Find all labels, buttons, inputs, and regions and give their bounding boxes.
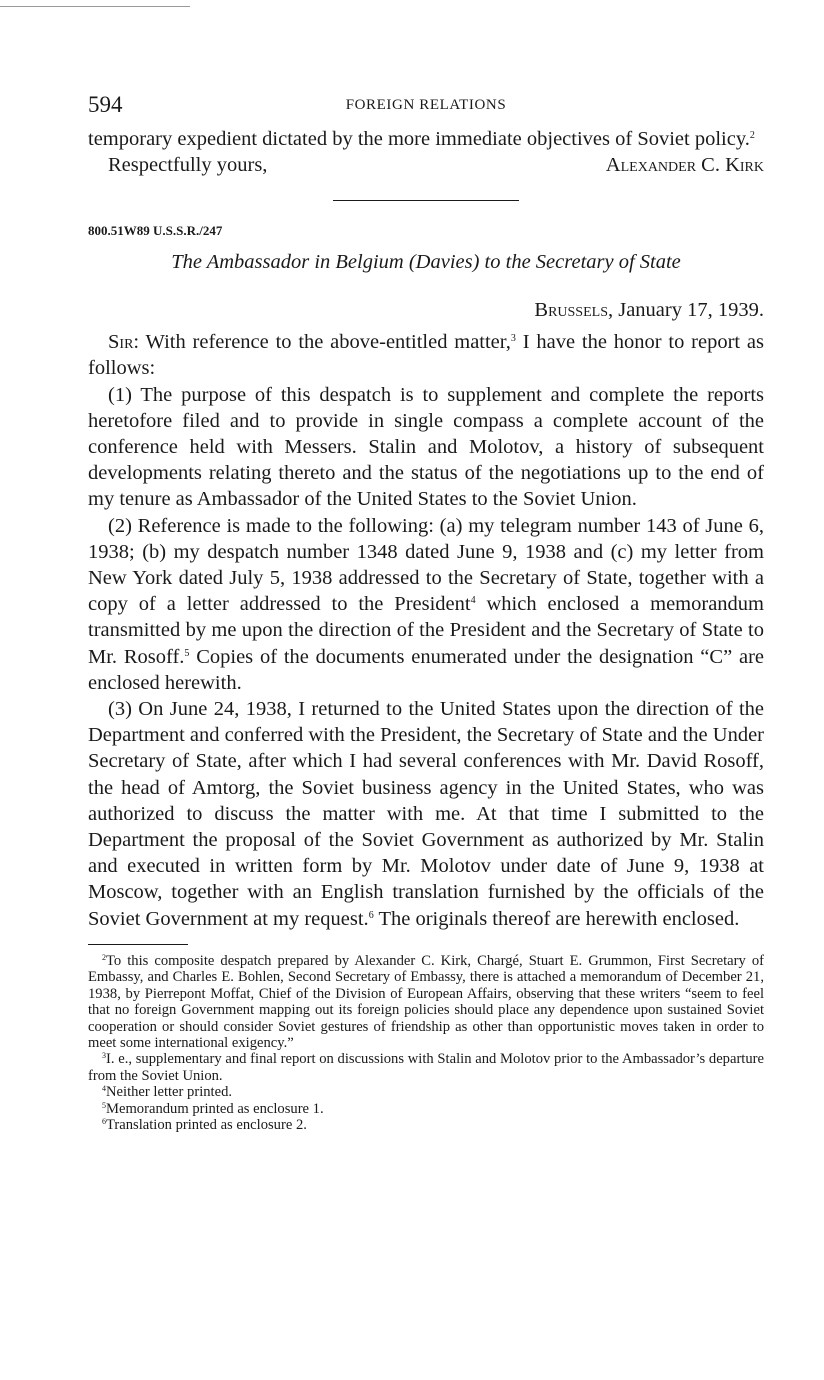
- footnote-mark: 4: [102, 1084, 106, 1094]
- salutation-label: Sir: [108, 331, 134, 354]
- footnote: [88, 1084, 764, 1100]
- footnote: [88, 1101, 764, 1117]
- paragraph-1: (1) The purpose of this despatch is to supplement and complete the reports heretofore filed and to provide in single compass a complete account of the conference held with Messers. Stalin and Molotov, a history of subsequent developments relating thereto and the status of the negotiations up to the end of my tenure as Ambassador of the United States to the Soviet Union.: [88, 383, 764, 511]
- footnote: [88, 1117, 764, 1133]
- file-number: 800.51W89 U.S.S.R./247: [88, 223, 223, 239]
- salutation-text: : With reference to the above-entitled matter,: [133, 331, 511, 354]
- footnote-text: Neither letter printed.: [106, 1084, 233, 1101]
- page-number: 594: [88, 92, 123, 117]
- paragraph-3-text: The originals thereof are herewith enclosed.: [373, 907, 740, 930]
- footnote-ref[interactable]: 2: [749, 130, 755, 141]
- footnote-mark: 3: [102, 1051, 106, 1061]
- scan-top-rule: [0, 6, 190, 7]
- dateline-date: , January 17, 1939.: [607, 299, 764, 322]
- salutation-text-cont: I have the honor to report as follows:: [88, 331, 764, 380]
- paragraph-2-text: which enclosed a memorandum transmitted by me upon the direction of the President and the Secretary of State to Mr. Rosoff.: [88, 593, 764, 668]
- footnote-text: To this composite despatch prepared by Alexander C. Kirk, Chargé, Stuart E. Grummon, First Secretary of Embassy, and Charles E. Bohlen, Second Secretary of Embassy, there is attached a memorandum of December 21, 1938, by Pierrepont Moffat, Chief of the Division of European Affairs, observing that these writers “seem to feel that no foreign Government mapping out its foreign policies should place any dependence upon sustained Soviet cooperation or should consider Soviet gestures of friendship as other than opportunistic moves taken in order to meet some international exigency.”: [88, 952, 764, 1051]
- footnote-ref[interactable]: 6: [368, 909, 374, 921]
- paragraph-2: [88, 513, 764, 696]
- closing: [88, 152, 764, 178]
- footnotes: [88, 953, 764, 1133]
- paragraph-2-text: (2) Reference is made to the following: (a) my telegram number 143 of June 6, 1938; (b) my despatch number 1348 dated June 9, 1938 and (c) my letter from New York dated July 5, 1938 addressed to the Secretary of State, together with a copy of a letter addressed to the President: [88, 514, 764, 616]
- footnote-mark: 2: [102, 952, 106, 962]
- page-header: [88, 92, 764, 126]
- document-title: The Ambassador in Belgium (Davies) to the Secretary of State: [171, 251, 681, 274]
- section-separator: [333, 200, 519, 201]
- dateline-place: Brussels: [534, 299, 608, 322]
- document-page: [88, 92, 764, 1133]
- complimentary-close: Respectfully yours,: [108, 154, 268, 177]
- footnote-mark: 5: [102, 1100, 106, 1110]
- footnote-text: I. e., supplementary and final report on discussions with Stalin and Molotov prior to the Ambassador’s departure from the Soviet Union.: [88, 1051, 764, 1084]
- footnote-mark: 6: [102, 1116, 106, 1126]
- dateline: [88, 297, 764, 323]
- footnote: [88, 1051, 764, 1084]
- footnote-rule: [88, 944, 188, 945]
- footnote: [88, 953, 764, 1051]
- signature: Alexander C. Kirk: [605, 154, 764, 177]
- running-title: FOREIGN RELATIONS: [345, 97, 507, 113]
- footnote-text: Translation printed as enclosure 2.: [106, 1116, 307, 1133]
- footnote-ref[interactable]: 5: [184, 647, 190, 659]
- footnote-ref[interactable]: 4: [470, 595, 476, 607]
- paragraph-3: [88, 696, 764, 932]
- footnote-text: Memorandum printed as enclosure 1.: [106, 1100, 324, 1117]
- continuation-text: temporary expedient dictated by the more immediate objectives of Soviet policy.: [88, 128, 750, 150]
- continuation-paragraph: [88, 126, 764, 152]
- paragraph-2-text: Copies of the documents enumerated under the designation “C” are enclosed herewith.: [88, 645, 764, 694]
- paragraph-3-text: (3) On June 24, 1938, I returned to the United States upon the direction of the Department and conferred with the President, the Secretary of State and the Under Secretary of State, after which I had several conferences with Mr. David Rosoff, the head of Amtorg, the Soviet business agency in the United States, who was authorized to discuss the matter with me. At that time I submitted to the Department the proposal of the Soviet Government as authorized by Mr. Stalin and executed in written form by Mr. Molotov under date of June 9, 1938 at Moscow, together with an English translation furnished by the officials of the Soviet Government at my request.: [88, 698, 764, 930]
- salutation-paragraph: [88, 329, 764, 381]
- footnote-ref[interactable]: 3: [510, 333, 516, 345]
